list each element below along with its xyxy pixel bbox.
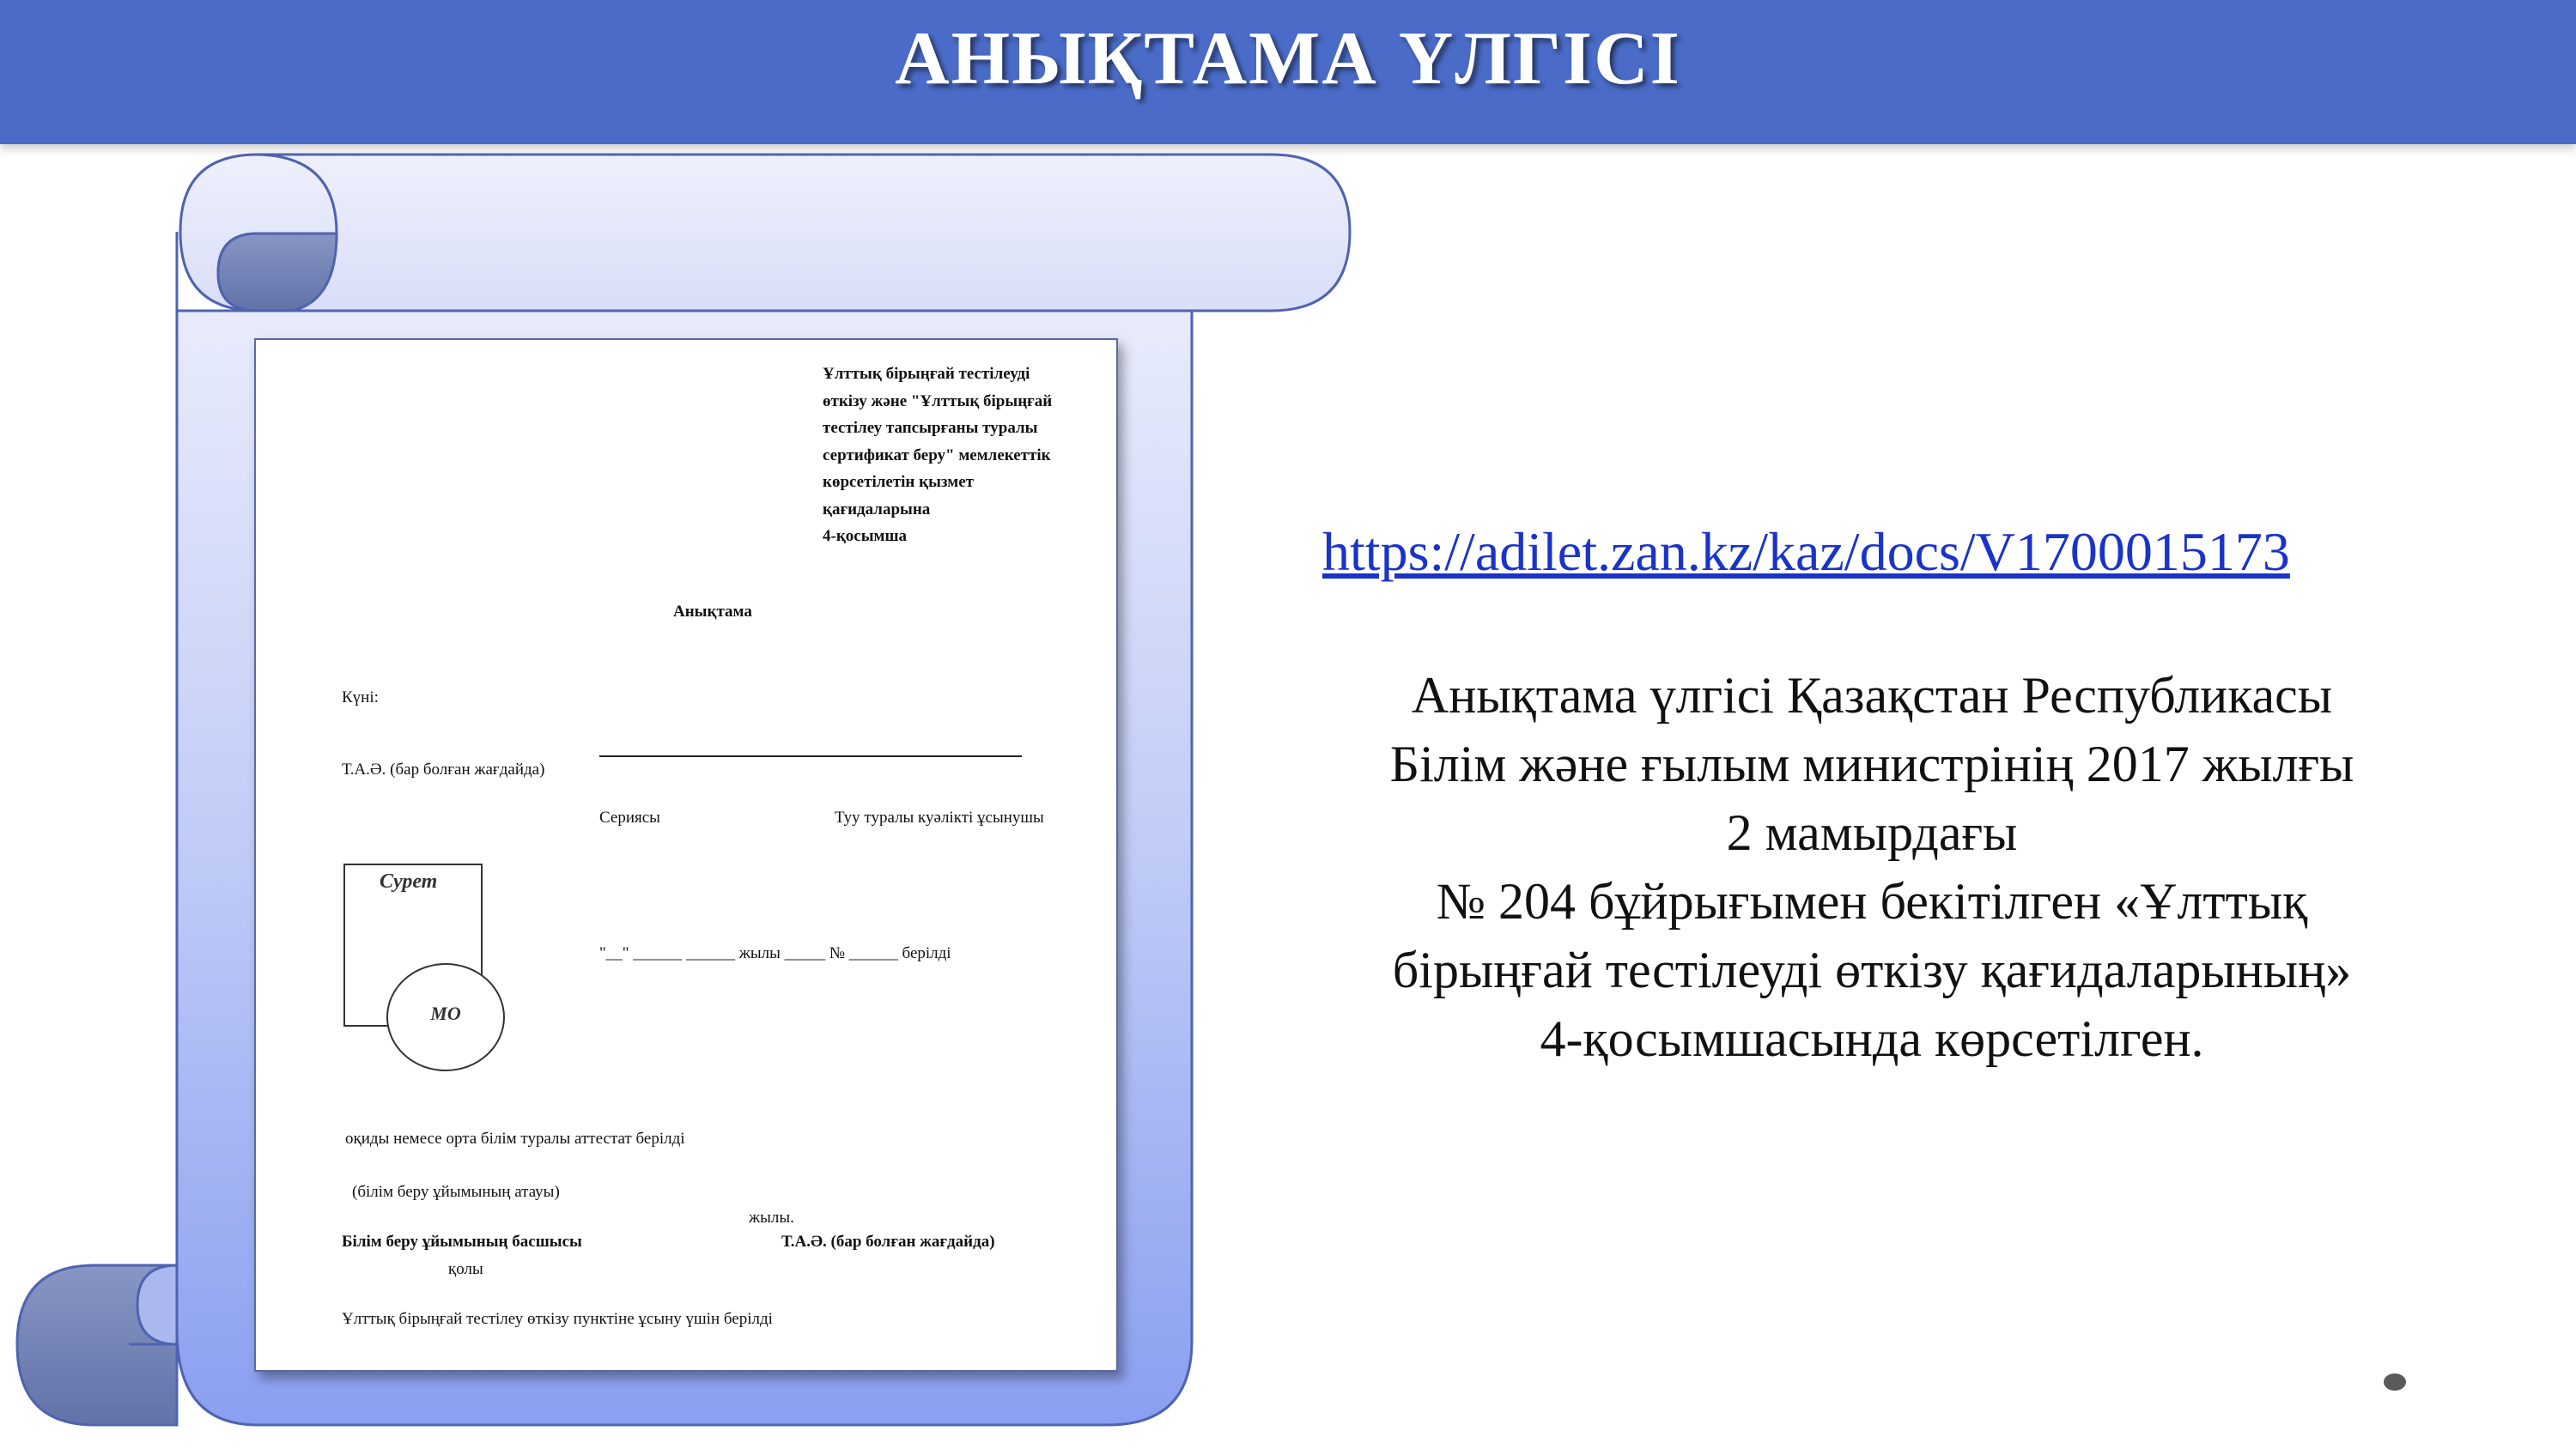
page-title: АНЫҚТАМА ҮЛГІСІ bbox=[895, 17, 1681, 100]
stamp-label: МО bbox=[430, 1003, 461, 1024]
document-heading: Анықтама bbox=[673, 603, 752, 621]
description-line: 2 мамырдағы bbox=[1726, 804, 2018, 861]
annex-note-line: Ұлттық бірыңғай тестілеуді bbox=[823, 365, 1030, 383]
certificate-document bbox=[254, 338, 1118, 1372]
description-line: бірыңғай тестілеуді өткізу қағидаларының» bbox=[1392, 942, 2352, 998]
birth-certificate-label: Туу туралы куәлікті ұсынушы bbox=[835, 809, 1044, 827]
stamp-placeholder bbox=[386, 963, 505, 1071]
annex-note-line: өткізу және "Ұлттық бірыңғай bbox=[823, 391, 1053, 410]
series-label: Сериясы bbox=[599, 809, 660, 827]
attestat-line: оқиды немесе орта білім туралы аттестат берілді bbox=[345, 1130, 685, 1148]
scroll-top-roll bbox=[180, 155, 1350, 311]
adilet-link[interactable]: https://adilet.zan.kz/kaz/docs/V1700015173 bbox=[1322, 521, 2290, 582]
head-name-label: Т.А.Ә. (бар болған жағдайда) bbox=[781, 1233, 995, 1251]
description-line: № 204 бұйрығымен бекітілген «Ұлттық bbox=[1436, 873, 2308, 930]
name-label: Т.А.Ә. (бар болған жағдайда) bbox=[342, 761, 545, 779]
annex-note-line: сертификат беру" мемлекеттік bbox=[823, 446, 1051, 464]
description bbox=[1305, 661, 2439, 1073]
annex-note bbox=[823, 361, 1097, 550]
annex-note-line: 4-қосымша bbox=[823, 527, 908, 545]
description-line: 4-қосымшасында көрсетілген. bbox=[1540, 1010, 2204, 1067]
name-underline bbox=[599, 755, 1022, 757]
signature-label: қолы bbox=[448, 1260, 483, 1278]
organization-name-label: (білім беру ұйымының атауы) bbox=[352, 1183, 560, 1201]
description-line: Анықтама үлгісі Қазақстан Республикасы bbox=[1411, 667, 2333, 724]
annex-note-line: қағидаларына bbox=[823, 500, 931, 518]
slide-dot bbox=[2384, 1373, 2406, 1391]
annex-note-line: көрсетілетін қызмет bbox=[823, 473, 974, 491]
description-line: Білім және ғылым министрінің 2017 жылғы bbox=[1389, 736, 2354, 792]
issued-line: "__" ______ ______ жылы _____ № ______ берілді bbox=[599, 944, 951, 962]
annex-note-line: тестілеу тапсырғаны туралы bbox=[823, 419, 1038, 437]
photo-label: Сурет bbox=[380, 870, 438, 893]
year-label: жылы. bbox=[749, 1209, 794, 1227]
head-label: Білім беру ұйымының басшысы bbox=[342, 1233, 582, 1251]
date-label: Күні: bbox=[342, 688, 379, 706]
footer-line: Ұлттық бірыңғай тестілеу өткізу пунктіне ұсыну үшін берілді bbox=[342, 1310, 773, 1328]
